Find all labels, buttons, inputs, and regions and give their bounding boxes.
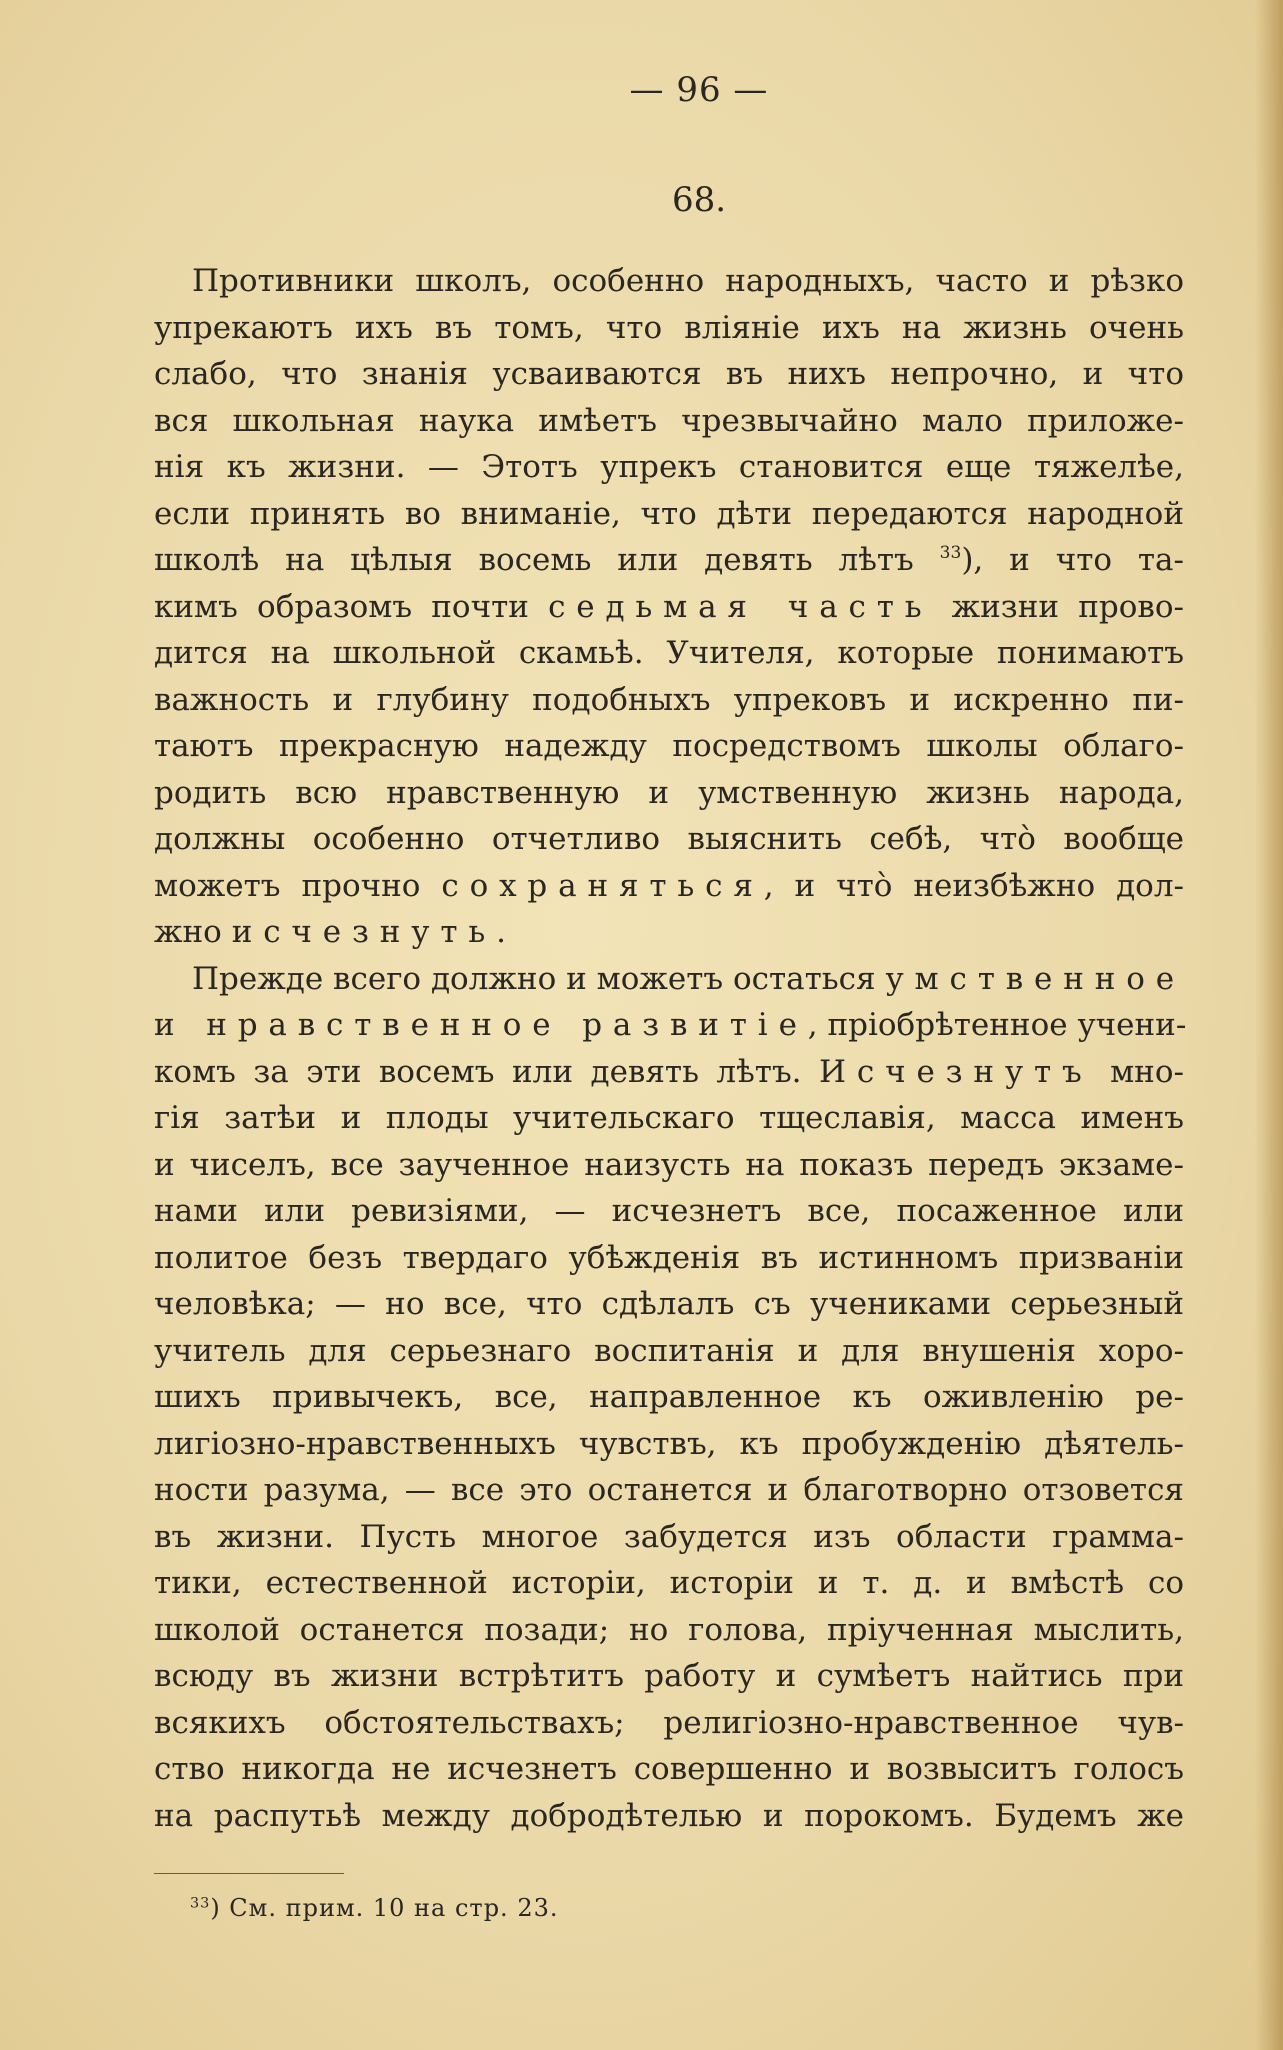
text-line: нія къ жизни. — Этотъ упрекъ становится еще тяжелѣе, bbox=[154, 449, 1184, 485]
text-line: родить всю нравственную и умственную жизнь народа, bbox=[154, 774, 1184, 811]
spaced-emphasis: сохраняться bbox=[441, 867, 764, 904]
text-line: въ жизни. Пусть многое забудется изъ области грамма- bbox=[154, 1518, 1184, 1555]
spaced-emphasis: седьмая часть bbox=[548, 588, 933, 625]
paragraph-2 bbox=[154, 956, 1187, 1840]
text-line: комъ за эти восемъ или девять лѣтъ. Исчезнутъ мно- bbox=[154, 1053, 1184, 1090]
text-line: человѣка; — но все, что сдѣлалъ съ учениками серьезный bbox=[154, 1286, 1184, 1322]
text-line: всюду въ жизни встрѣтитъ работу и сумѣетъ найтись при bbox=[154, 1658, 1184, 1694]
text-line: школой останется позади; но голова, пріученная мыслить, bbox=[154, 1611, 1184, 1648]
text-line: всякихъ обстоятельствахъ; религіозно-нравственное чув- bbox=[154, 1704, 1184, 1741]
text-line: должны особенно отчетливо выяснить себѣ, что̀ вообще bbox=[154, 821, 1184, 857]
section-number: 68. bbox=[671, 180, 727, 220]
body-text bbox=[154, 258, 1187, 1839]
footnote-reference: 33 bbox=[939, 543, 962, 564]
spaced-emphasis: исчезнуть bbox=[231, 914, 497, 950]
text-line: лигіозно-нравственныхъ чувствъ, къ пробужденію дѣятель- bbox=[154, 1425, 1184, 1462]
spaced-emphasis: и нравственное развитіе bbox=[154, 1007, 808, 1043]
text-line: нами или ревизіями, — исчезнетъ все, посаженное или bbox=[154, 1193, 1184, 1229]
text-line: Противники школъ, особенно народныхъ, часто и рѣзко bbox=[192, 263, 1184, 299]
spaced-emphasis: Исчезнутъ bbox=[819, 1053, 1093, 1090]
paragraph-1 bbox=[154, 258, 1184, 956]
text-line: учитель для серьезнаго воспитанія и для внушенія хоро- bbox=[154, 1332, 1184, 1369]
text-line: на распутьѣ между добродѣтелью и порокомъ. Будемъ же bbox=[154, 1797, 1184, 1834]
text-line: упрекаютъ ихъ въ томъ, что вліяніе ихъ на жизнь очень bbox=[154, 309, 1184, 346]
page-content bbox=[154, 60, 1187, 1839]
text-line: гія затѣи и плоды учительскаго тщеславія, масса именъ bbox=[154, 1100, 1184, 1136]
text-line: шихъ привычекъ, все, направленное къ оживленію ре- bbox=[154, 1379, 1184, 1415]
text-line: школѣ на цѣлыя восемь или девять лѣтъ $^{33}$), и что та- bbox=[154, 542, 1184, 578]
text-line: дится на школьной скамьѣ. Учителя, которые понимаютъ bbox=[154, 635, 1184, 671]
text-line: и чиселъ, все заученное наизусть на показъ передъ экзаме- bbox=[154, 1146, 1184, 1183]
text-line: можетъ прочно сохраняться, и что̀ неизбѣжно дол- bbox=[154, 867, 1184, 904]
footnote-text: ) См. прим. 10 на стр. 23. bbox=[210, 1894, 559, 1922]
text-line: ности разума, — все это останется и благотворно отзовется bbox=[154, 1472, 1184, 1508]
spaced-emphasis: умственное bbox=[885, 960, 1185, 997]
text-line: ство никогда не исчезнетъ совершенно и возвыситъ голосъ bbox=[154, 1751, 1184, 1787]
text-line: Прежде всего должно и можетъ остаться умственное bbox=[192, 960, 1185, 997]
text-line: кимъ образомъ почти седьмая часть жизни прово- bbox=[154, 588, 1184, 625]
page-number: — 96 — bbox=[629, 70, 769, 110]
text-line: политое безъ твердаго убѣжденія въ истинномъ призваніи bbox=[154, 1239, 1184, 1276]
footnote-divider bbox=[154, 1873, 344, 1874]
text-line: жно исчезнуть. bbox=[154, 914, 506, 950]
footnote bbox=[190, 1894, 558, 1922]
text-line: таютъ прекрасную надежду посредствомъ школы облаго- bbox=[154, 728, 1184, 764]
text-line: слабо, что знанія усваиваются въ нихъ непрочно, и что bbox=[154, 356, 1184, 392]
page-edge-shadow bbox=[1255, 0, 1283, 2050]
footnote-marker: 33 bbox=[190, 1895, 211, 1912]
text-line: если принять во вниманіе, что дѣти передаются народной bbox=[154, 495, 1184, 532]
text-line: вся школьная наука имѣетъ чрезвычайно мало приложе- bbox=[154, 402, 1184, 439]
text-line: тики, естественной исторіи, исторіи и т. д. и вмѣстѣ со bbox=[154, 1565, 1184, 1601]
text-line: и нравственное развитіе, пріобрѣтенное учени- bbox=[154, 1007, 1187, 1043]
text-line: важность и глубину подобныхъ упрековъ и искренно пи- bbox=[154, 681, 1184, 718]
